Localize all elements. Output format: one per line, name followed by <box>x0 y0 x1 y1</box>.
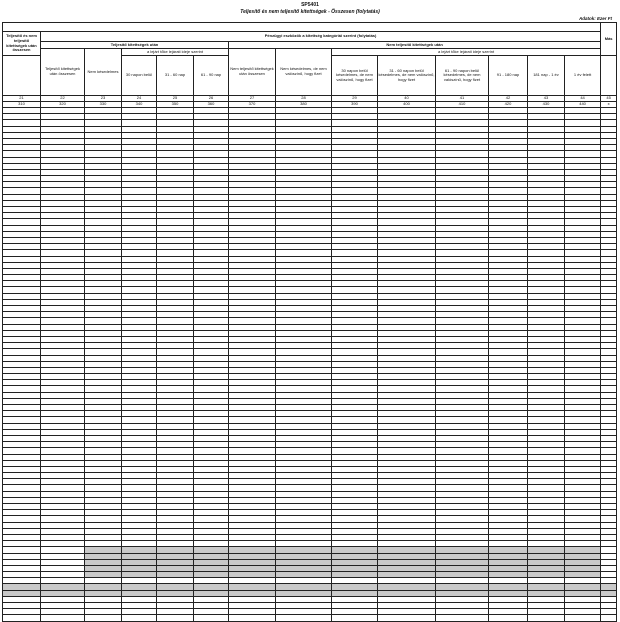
col-label: 31 - 60 napon belül késedelmes, de nem valószínű, hogy fizet <box>378 56 436 96</box>
performing-header: Teljesítő kitettségek után <box>41 42 229 49</box>
table-cell <box>122 615 157 621</box>
row-number: 380 <box>276 102 332 108</box>
col-label: 1 év felett <box>565 56 601 96</box>
code-cell: 25 <box>157 96 194 102</box>
row-number: 430 <box>528 102 565 108</box>
row-number: 440 <box>565 102 601 108</box>
table-cell <box>229 615 276 621</box>
row-number: 350 <box>157 102 194 108</box>
row-number: 420 <box>489 102 528 108</box>
performing-subheader: a lejárt tőke lejárati ideje szerint <box>122 49 229 56</box>
table-cell <box>157 615 194 621</box>
table-cell <box>41 615 85 621</box>
nonperforming-header: Nem teljesítő kitettségek után <box>229 42 601 49</box>
row-number: 400 <box>378 102 436 108</box>
row-number: 370 <box>229 102 276 108</box>
empty-top-band <box>3 23 601 32</box>
row-number: x <box>601 102 617 108</box>
col-label: Nem késedelmes, de nem valószínű, hogy fizet <box>276 49 332 96</box>
report-subtitle: Teljesítő és nem teljesítő kitettségek - Összesen (folytatás) <box>240 9 380 15</box>
code-cell: 23 <box>85 96 122 102</box>
table-cell <box>436 615 489 621</box>
col-label: 91 - 180 nap <box>489 56 528 96</box>
table-body <box>3 108 617 622</box>
row-number: 340 <box>122 102 157 108</box>
col-label: Teljesítő kitettségek után összesen <box>41 49 85 96</box>
col-label: 181 nap - 1 év <box>528 56 565 96</box>
code-cell: 22 <box>41 96 85 102</box>
code-cell: 41 <box>436 96 489 102</box>
table-cell <box>332 615 378 621</box>
empty-cell <box>601 56 617 96</box>
table-cell <box>601 615 617 621</box>
col-label: 61 - 90 nap <box>194 56 229 96</box>
table-cell <box>276 615 332 621</box>
col-label: 30 napon belül <box>122 56 157 96</box>
nonperforming-subheader: a lejárt tőke lejárati ideje szerint <box>332 49 601 56</box>
col-label: 61 - 90 napon belül késedelmes, de nem valószínű, hogy fizet <box>436 56 489 96</box>
empty-cell <box>3 56 41 96</box>
code-cell: 29 <box>332 96 378 102</box>
unit-note: Adatok: Ezer Ft <box>578 16 612 21</box>
code-cell: 24 <box>122 96 157 102</box>
table-cell <box>528 615 565 621</box>
col-label: Nem késedelmes <box>85 49 122 96</box>
other-header: Más <box>601 23 617 56</box>
code-cell: 27 <box>229 96 276 102</box>
col-label: Nem teljesítő kitettségek után összesen <box>229 49 276 96</box>
row-number: 310 <box>3 102 41 108</box>
table-cell <box>85 615 122 621</box>
row-number: 410 <box>436 102 489 108</box>
table-cell <box>565 615 601 621</box>
code-cell: 42 <box>489 96 528 102</box>
table-cell <box>489 615 528 621</box>
total-column-header: Teljesítő és nem teljesítő kitettségek után összesen <box>3 32 41 56</box>
code-cell: 21 <box>3 96 41 102</box>
code-cell: 40 <box>378 96 436 102</box>
table-row <box>3 615 617 621</box>
col-label: 31 - 60 nap <box>157 56 194 96</box>
main-header: Pénzügyi eszközök a kitettség kategóriái szerint (folytatás) <box>41 32 601 42</box>
table-cell <box>378 615 436 621</box>
table-cell <box>3 615 41 621</box>
row-number: 330 <box>85 102 122 108</box>
code-cell: 44 <box>565 96 601 102</box>
code-cell: 26 <box>194 96 229 102</box>
report-table <box>2 22 617 622</box>
code-cell: 45 <box>601 96 617 102</box>
col-label: 30 napon belül késedelmes, de nem valószínű, hogy fizet <box>332 56 378 96</box>
code-cell: 43 <box>528 96 565 102</box>
row-number: 360 <box>194 102 229 108</box>
row-number: 390 <box>332 102 378 108</box>
row-number: 320 <box>41 102 85 108</box>
table-cell <box>194 615 229 621</box>
report-code: SP5401 <box>301 2 319 8</box>
code-cell: 28 <box>276 96 332 102</box>
